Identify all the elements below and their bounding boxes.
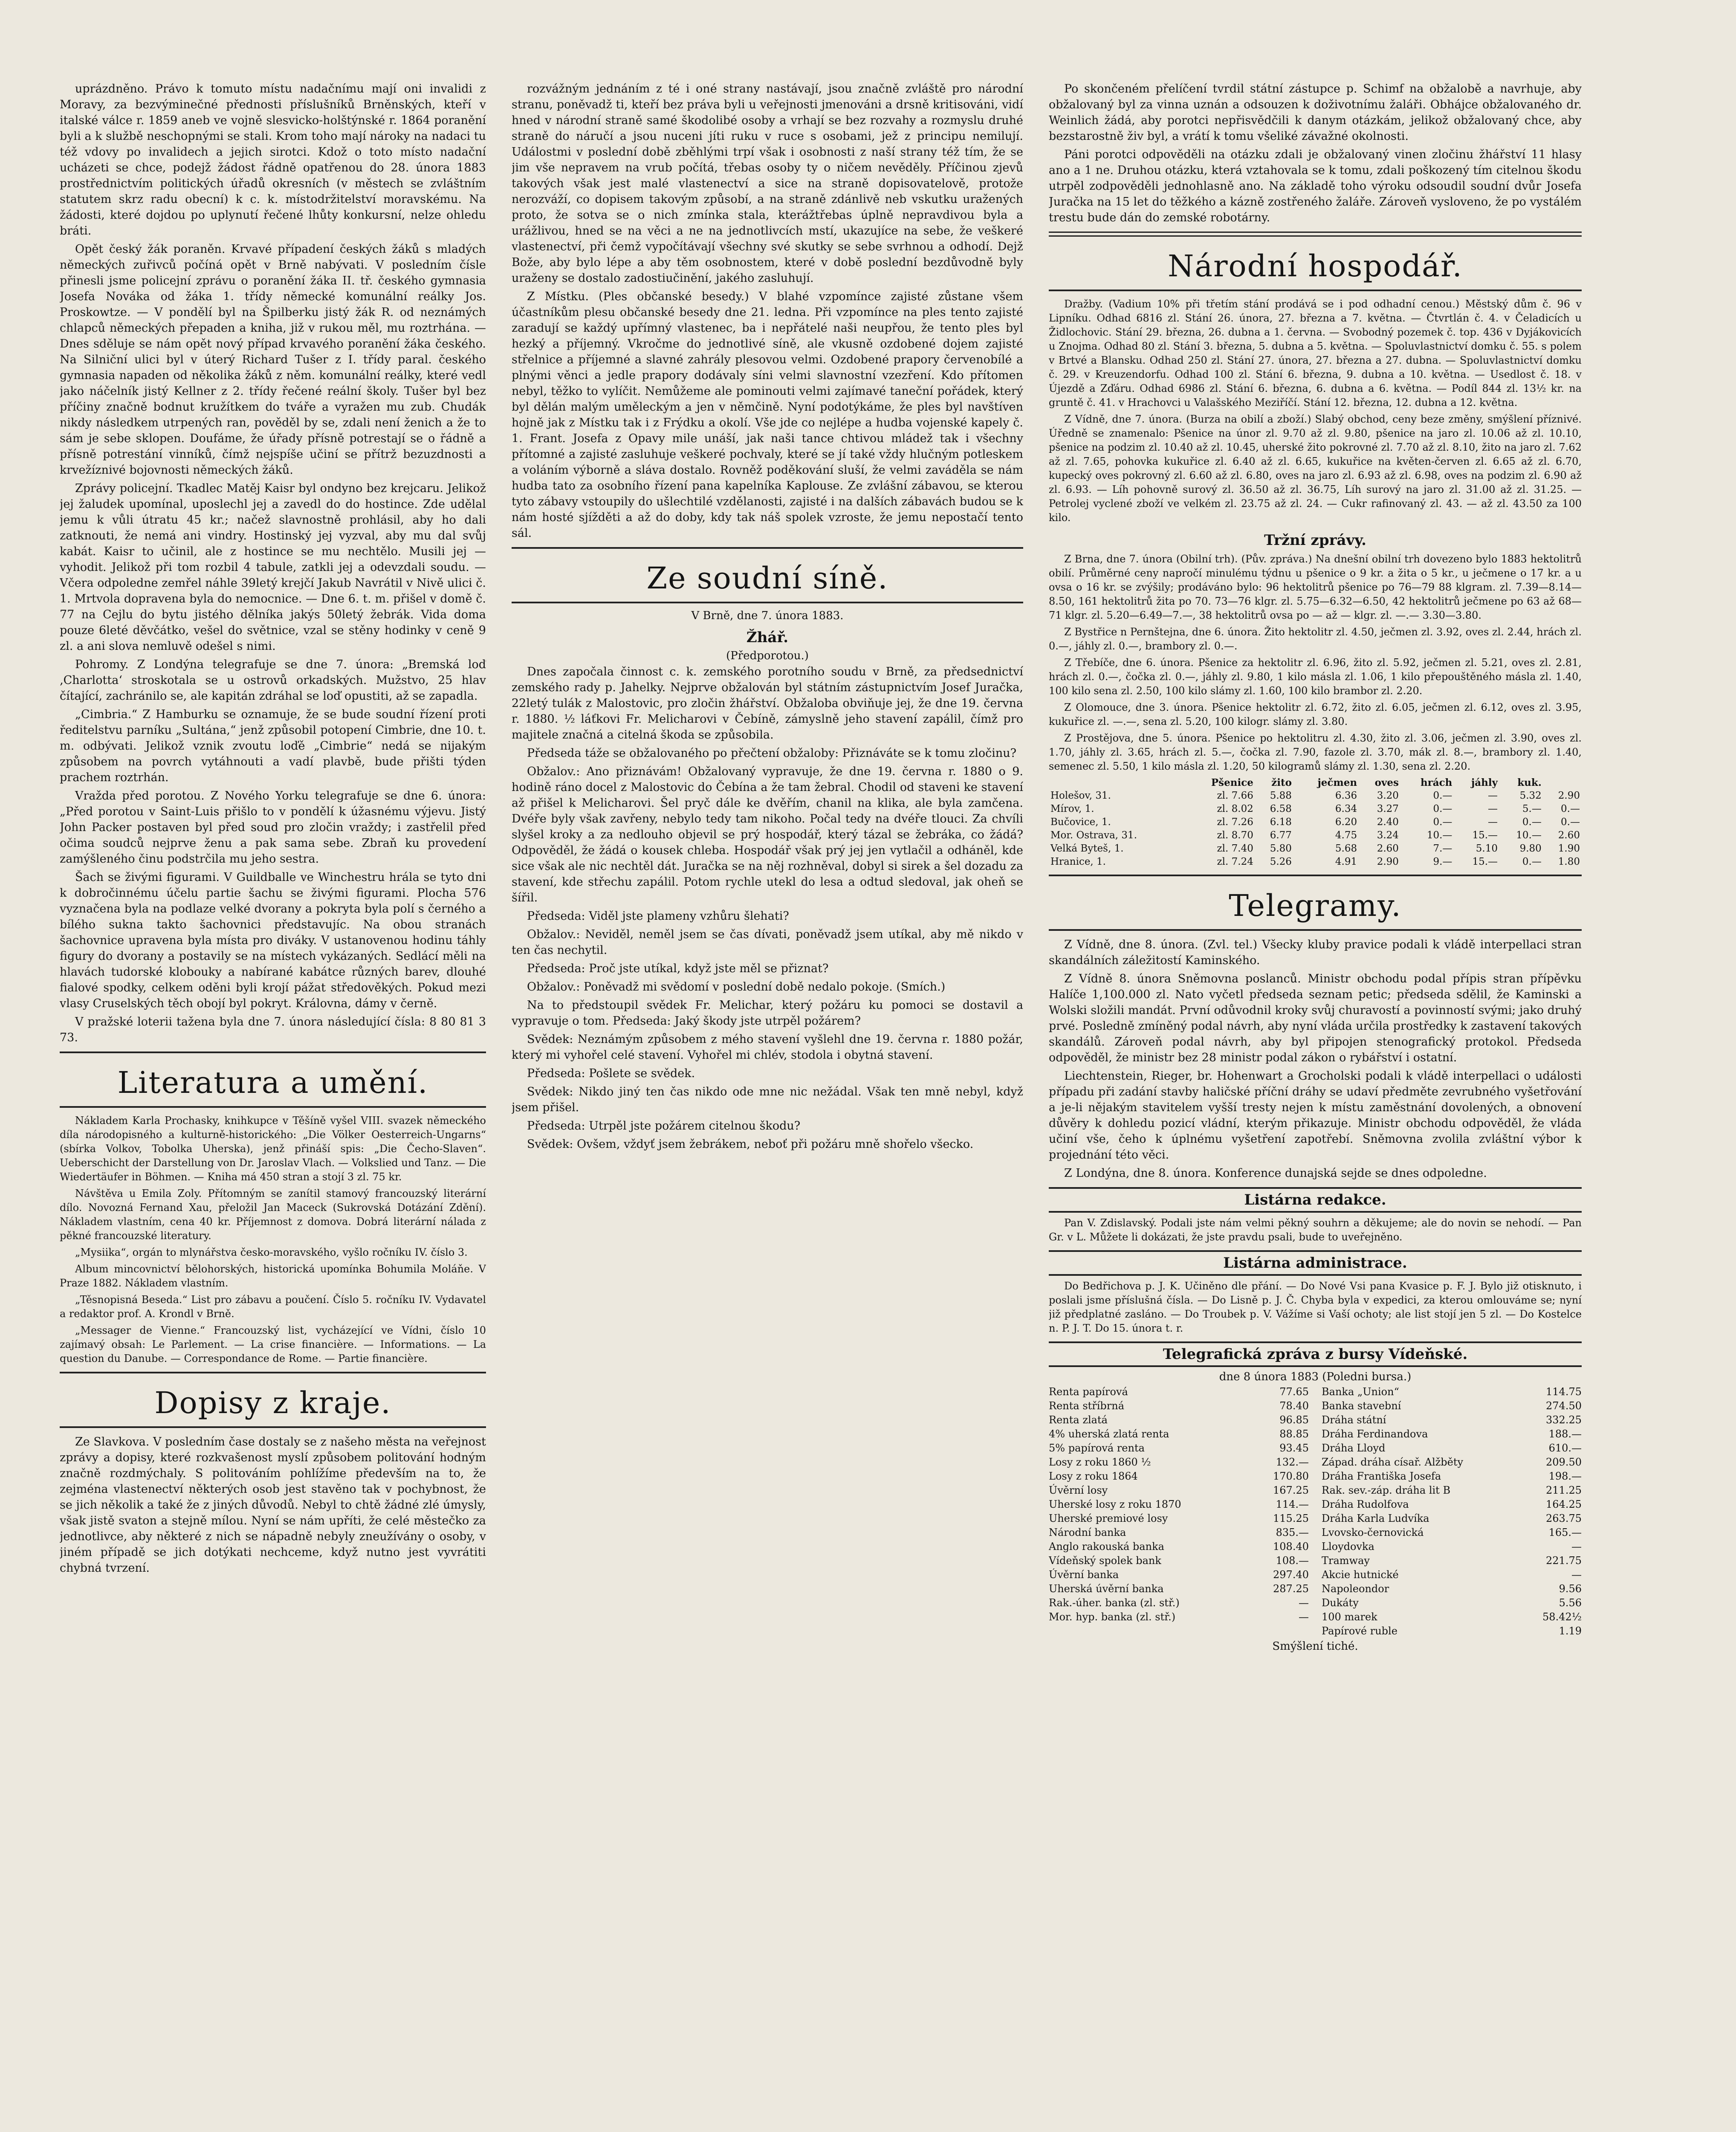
bourse-row — [1049, 1455, 1309, 1469]
bourse-row — [1049, 1498, 1309, 1512]
table-cell: 0.— — [1433, 803, 1452, 814]
table-cell: Hranice, 1. — [1050, 856, 1106, 867]
table-cell: zl. 7.26 — [1217, 817, 1253, 828]
bourse-label: Akcie hutnické — [1322, 1569, 1399, 1581]
article-paragraph: Liechtenstein, Rieger, br. Hohenwart a Grocholski podali k vládě interpellaci o události případu při zadání stavby haličské příční dráhy se udaví předměte zevrubného vyšetřování a je-li nějakým stavitelem vyšší tresty nejen k místu zaměstnání dovolených, a obnovení důvěry k dohledu pozicí vládní, kterým přikazuje. Ministr obchodu odpověděl, že vláda učiní vše, čeho k úplnému vyšetření zapotřebí. Sněmovna zvolila zvláštní výbor k projednání této věci. — [1049, 1069, 1582, 1162]
article-paragraph: Páni porotci odpověděli na otázku zdali je obžalovaný vinen zločinu žhářství 11 hlasy ano a 1 ne. Druhou otázku, která vztahovala se k tomu, zdali poškozený tím citelnou škodu utrpěl zodpověděli jednohlasně ano. Na základě toho výroku odsoudil soudní dvůr Josefa Juračka na 15 let do těžkého a kázně zostřeného žaláře. Zároveň vysloveno, že po vystálém trestu bude dán do zemské robotárny. — [1049, 148, 1582, 224]
bourse-row — [1322, 1512, 1582, 1526]
table-cell: — — [1488, 803, 1498, 814]
table-cell: 10.— — [1516, 830, 1542, 841]
section-title-soud: Ze soudní síně. — [646, 561, 888, 596]
bourse-label: Dráha Františka Josefa — [1322, 1470, 1441, 1482]
bourse-table — [1049, 1385, 1582, 1638]
bourse-value: 332.25 — [1546, 1414, 1582, 1426]
table-cell: 3.27 — [1377, 803, 1399, 814]
bourse-label: Uherské premiové losy — [1049, 1512, 1168, 1524]
bourse-value: — — [1571, 1541, 1582, 1553]
article-paragraph: V pražské loterii tažena byla dne 7. února následující čísla: 8 80 81 3 73. — [60, 1015, 486, 1044]
bourse-row — [1322, 1469, 1582, 1483]
article-paragraph: Obžalov.: Poněvadž mi svědomí v poslední době nedalo pokoje. (Smích.) — [527, 980, 946, 994]
table-cell: zl. 7.40 — [1217, 843, 1253, 854]
article-paragraph: Obžalov.: Ano přiznávám! Obžalovaný vypravuje, že dne 19. června r. 1880 o 9. hodině ráno docel z Malostovic do Čebína a že tam žebral. Chodil od staveni ke stavení až přišel k Melicharovi. Šel pryč dále ke dvěřím, chanil na klika, ale byla zamčena. Dvéře byly však zavřeny, nebylo tedy tam nikoho. Počal tedy na dvéře tlouci. Za chvíli slyšel kroky a za nedlouho objevil se prý hospodář, který tázal se žebráka, co žádá? Odpověděl, že žádá o kousek chleba. Hospodář však prý jej jen vytlačil a odháněl, kde sice však ale nic nechtěl dát. Juračka se na něj rozhněval, dobyl si sirek a šel dozadu za stavení, kde střechu zapálil. Potom rychle utekl do lesa a odtud sledoval, jak oheň se šířil. — [512, 765, 1023, 904]
bourse-value: 835.— — [1276, 1527, 1309, 1538]
bourse-value: 198.— — [1548, 1470, 1582, 1482]
table-cell: 2.60 — [1377, 843, 1399, 854]
article-paragraph: Předseda táže se obžalovaného po přečtení obžaloby: Přiznáváte se k tomu zločinu? — [527, 747, 1017, 760]
article-paragraph: Z Londýna, dne 8. února. Konference dunajská sejde se dnes odpoledne. — [1064, 1167, 1487, 1180]
bourse-value: 96.85 — [1279, 1414, 1309, 1426]
table-cell: 4.91 — [1335, 856, 1357, 867]
bourse-row — [1049, 1441, 1309, 1455]
article-paragraph: Předseda: Proč jste utíkal, když jste měl se přiznat? — [527, 962, 829, 975]
bourse-label: Renta stříbrná — [1049, 1400, 1125, 1412]
bourse-row — [1322, 1498, 1582, 1512]
table-cell: 5.26 — [1270, 856, 1292, 867]
bourse-value: 115.25 — [1273, 1512, 1309, 1524]
table-cell: 7.— — [1433, 843, 1452, 854]
article-paragraph: „Messager de Vienne.“ Francouzský list, vycházející ve Vídni, číslo 10 zajímavý obsah: Le Parlement. — La crise financière. — Informations. — La question du Danube. — Correspondance de Rome. — Partie financière. — [60, 1324, 486, 1364]
grain-price-table — [1049, 776, 1582, 869]
bourse-label: Vídeňský spolek bank — [1049, 1555, 1161, 1567]
bourse-value: 114.75 — [1546, 1386, 1582, 1398]
table-header-cell: oves — [1374, 777, 1399, 788]
table-cell: 3.20 — [1377, 790, 1399, 801]
bourse-label: Mor. hyp. banka (zl. stř.) — [1049, 1611, 1176, 1623]
article-subtitle: (Předporotou.) — [726, 649, 809, 662]
bourse-value: 211.25 — [1546, 1484, 1582, 1496]
article-paragraph: Pan V. Zdislavský. Podali jste nám velmi pěkný souhrn a děkujeme; ale do novin se nehodí. — Pan Gr. v L. Můžete li dokázati, že jste pravdu psali, bude to uveřejněno. — [1049, 1217, 1582, 1243]
bourse-value: 132.— — [1276, 1456, 1309, 1468]
article-paragraph: Z Třebíče, dne 6. února. Pšenice za hektolitr zl. 6.96, žito zl. 5.92, ječmen zl. 5.21, oves zl. 2.81, hrách zl. 0.—, čočka zl. 0.—, jáhly zl. 9.80, 1 kilo másla zl. 1.06, 1 kilo přepouštěného másla zl. 1.40, 100 kilo sena zl. 2.50, 100 kilo slámy zl. 1.60, 100 kilo brambor zl. 2.20. — [1049, 657, 1582, 697]
bourse-label: Banka stavební — [1322, 1400, 1401, 1412]
bourse-right-column — [1322, 1385, 1582, 1638]
bourse-left-column — [1049, 1385, 1309, 1638]
bourse-row — [1049, 1596, 1309, 1610]
article-paragraph: uprázdněno. Právo k tomuto místu nadačnímu mají oni invalidi z Moravy, za bezvýminečné přednosti příslušníků Brněnských, kteří v italské válce r. 1859 aneb ve vojně slesvicko-holštýnské r. 1864 poranění byli a k službě neschopnými se stali. Krom toho mají nároky na nadaci tu též vdovy po invalidech a jejich sirotci. Kdož o toto místo nadační ucházeti se chce, podejž žádost řádně opatřenou do 28. února 1883 prostřednictvím politických úřadů okresních (v městech se zvláštním statutem skrz radu obecní) k c. k. místodržitelství moravskému. Na žádosti, které dojdou po uplynutí řečené lhůty konkursní, nelze ohledu bráti. — [60, 82, 486, 238]
table-cell: 5.32 — [1519, 790, 1542, 801]
bourse-value: 165.— — [1548, 1527, 1582, 1538]
bourse-value: — — [1299, 1611, 1309, 1623]
bourse-row — [1049, 1554, 1309, 1568]
bourse-note: Smýšlení tiché. — [1272, 1640, 1358, 1653]
bourse-value: 1.19 — [1559, 1625, 1582, 1637]
bourse-value: 108.— — [1276, 1555, 1309, 1567]
article-paragraph: „Mysiika“, orgán to mlynářstva česko-moravského, vyšlo ročníku IV. číslo 3. — [75, 1246, 468, 1258]
article-paragraph: Dnes započala činnost c. k. zemského porotního soudu v Brně, za předsednictví zemského rady p. Jahelky. Nejprve obžalován byl státním zástupnictvím Josef Juračka, 22letý tulák z Malostovic, pro zločin žhářství. Obžaloba obviňuje jej, že dne 19. června r. 1880. ½ láťkovi Fr. Melicharovi v Čebíně, zámyslně jeho stavení zapálil, čímž pro majitele značná a citelná škoda se způsobila. — [512, 665, 1023, 742]
article-paragraph: Pohromy. Z Londýna telegrafuje se dne 7. února: „Bremská loď ‚Charlotta‘ stroskotala se u ostrovů orkadských. Mužstvo, 25 hlav čítající, zachránilo se, ale kapitán zdráhal se loď opustiti, až se zapadla. — [60, 658, 486, 703]
bourse-value: 209.50 — [1546, 1456, 1582, 1468]
bourse-row — [1322, 1413, 1582, 1427]
bourse-value: 274.50 — [1546, 1400, 1582, 1412]
bourse-value: 93.45 — [1279, 1442, 1309, 1454]
table-cell: 6.34 — [1335, 803, 1357, 814]
bourse-row — [1322, 1540, 1582, 1554]
bourse-row — [1049, 1582, 1309, 1596]
table-cell: zl. 8.02 — [1217, 803, 1253, 814]
article-paragraph: Z Místku. (Ples občanské besedy.) V blahé vzpomínce zajisté zůstane všem účastníkům plesu občanské besedy dne 21. ledna. Při vzpomínce na ples tento zajisté zaradují se každý upřímný vlastenec, ba i nepřátelé naši neupřou, že tento ples byl hezký a příjemný. Vkročme do jednotlivé síně, ale vkusně ozdobené dojem zajisté střelnice a příjemné a slavné zahrály plesovou velmi. Ozdobené prapory červenobílé a plnými věnci a jedle prapory dodávaly síni velmi slavnostní vzezření. Kdo přítomen nebyl, těžko to vylíčit. Nemůžeme ale pominouti velmi zajímavé taneční pořádek, který byl dělán malým uměleckým a jen v němčině. Nyní podotýkáme, že ples byl navštíven hojně jak z Místku tak i z Frýdku a okolí. Vše jde co nejlépe a hudba vojenské kapely č. 1. Frant. Josefa z Opavy mile unáší, jak naši tance chtivou mládež tak i všechny přítomné a zajisté zasluhuje veškeré pochvaly, které se jí také vždy hlučným potleskem a voláním výborně a sláva dostalo. Rovněž poděkování sluší, že velmi zaváděla se nám hudba tato za osobního řízení pana kapelníka Kaplouse. Ze zvlášní zábavou, se kterou tyto zábavy vstoupily do ušlechtilé vzdělanosti, zajisté i na dalších zábavách budou se k nám hosté sjížděti a až do doby, kdy tak náš spolek vzroste, že jemu nepostačí tento sál. — [512, 290, 1023, 540]
bourse-label: Lvovsko-černovická — [1322, 1527, 1424, 1538]
table-cell: 9.80 — [1519, 843, 1542, 854]
bourse-row — [1322, 1455, 1582, 1469]
bourse-value: 170.80 — [1273, 1470, 1309, 1482]
bourse-label: Dukáty — [1322, 1597, 1359, 1609]
article-title: Žhář. — [746, 629, 789, 646]
article-paragraph: Dražby. (Vadium 10% při třetím stání prodává se i pod odhadní cenou.) Městský dům č. 96 v Lipníku. Odhad 6816 zl. Stání 26. února, 27. března a 7. května. — Čtvrtlán č. 4. v Čeladicích u Židlochovic. Stání 29. března, 26. dubna a 1. června. — Svobodný pozemek č. top. 436 v Dyjákovicích u Znojma. Odhad 80 zl. Stání 3. března, 5. dubna a 5. května. — Spoluvlastnictví domku č. 55. s polem v Brtvé a Blansku. Odhad 250 zl. Stání 27. února, 27. března a 27. dubna. — Spoluvlastnictví domku č. 29. v Kreuzendorfu. Odhad 100 zl. Stání 6. března, 9. dubna a 10. května. — Usedlost č. 18. v Újezdě a Zďáru. Odhad 6986 zl. Stání 6. března, 6. dubna a 6. května. — Podíl 844 zl. 13½ kr. na gruntě č. 41. v Hrachovci u Valašského Meziříčí. Stání 12. března, 12. dubna a 12. května. — [1049, 298, 1582, 408]
bourse-label: Renta zlatá — [1049, 1414, 1108, 1426]
table-cell: 0.— — [1522, 856, 1542, 867]
article-paragraph: Svědek: Nikdo jiný ten čas nikdo ode mne nic nežádal. Však ten mně nebyl, když jsem přišel. — [512, 1085, 1023, 1114]
bourse-value: 78.40 — [1279, 1400, 1309, 1412]
article-paragraph: Svědek: Ovšem, vždyť jsem žebrákem, neboť při požáru mně shořelo všecko. — [527, 1138, 974, 1151]
section-rule — [60, 1372, 486, 1373]
bourse-row — [1322, 1385, 1582, 1399]
article-paragraph: Opět český žák poraněn. Krvavé případení českých žáků s mladých německých zuřivců počíná opět v Brně nabývati. V posledním čísle přinesli jsme policejní zprávu o poranění žáka II. tř. českého gymnasia Josefa Nováka od žáka 1. třídy německé komunální reálky Jos. Proskowtze. — V pondělí byl na Špilberku jistý žák R. od neznámých chlapců německých přepaden a kniha, již v rukou měl, mu roztrhána. — Dnes sděluje se nám opět nový případ krvavého poranění žáka českého. Na Silniční ulici byl v úterý Richard Tušer z I. třídy paral. českého gymnasia napaden od několika žáků z něm. komunální reálky, které vedl jako náčelník jistý Kellner z 2. třídy řečené reální školy. Tušer byl bez příčiny značně bodnut kružítkem do tváře a vyražen mu zub. Chudák nikdy následkem utrpených ran, pověděl by se, zdali není ženich a že to sám je sebe sklopen. Doufáme, že úřady přísně potrestají se o řádně a přísně potrestání vinníků, čímž nejspíše učiní se přítrž bezuzdnosti a krvežíznivé bojovnosti německých žáků. — [60, 243, 486, 477]
article-paragraph: Obžalov.: Neviděl, neměl jsem se čas dívati, poněvadž jsem utíkal, aby mě nikdo v ten čas nechytil. — [512, 928, 1023, 957]
article-paragraph: Vražda před porotou. Z Nového Yorku telegrafuje se dne 6. února: „Před porotou v Saint-Luis přišlo to v pondělí k úžasnému výjevu. Jistý John Packer postaven byl před soud pro zločin vraždy; i zastřelil před očima soudců nejprve ženu a pak sama sebe. Zbraň ku provedení zamýšleného činu podstrčila mu jeho sestra. — [60, 789, 486, 866]
bourse-value: 88.85 — [1279, 1428, 1309, 1440]
bourse-label: 100 marek — [1322, 1611, 1377, 1623]
bourse-label: Rak.-úher. banka (zl. stř.) — [1049, 1597, 1180, 1609]
table-row — [1049, 802, 1582, 816]
bourse-label: Dráha Rudolfova — [1322, 1498, 1409, 1510]
bourse-value: 297.40 — [1273, 1569, 1309, 1581]
bourse-row — [1049, 1385, 1309, 1399]
article-paragraph: Svědek: Neznámým způsobem z mého stavení vyšlehl dne 19. června r. 1880 požár, který mi vyhořel celé stavení. Vyhořel mi chlév, stodola i obytná stavení. — [512, 1033, 1023, 1062]
bourse-label: Dráha státní — [1322, 1414, 1386, 1426]
bourse-label: Národní banka — [1049, 1527, 1126, 1538]
table-header-cell: jáhly — [1471, 777, 1498, 788]
column-3 — [1049, 81, 1582, 2132]
article-paragraph: rozvážným jednáním z té i oné strany nastávají, jsou značně zvláště pro národní stranu, poněvadž ti, kteří bez práva byli u veřejnosti jmenováni a drsně kritisováni, vidí hned v národní straně samé škodolibé osoby a vrhají se bez rozvahy a rozmyslu druhé straně do náručí a jsou nuceni jíti ruku v ruce s osobami, jež z principu nemilují. Událostmi v poslední době zběhlými trpí však i osobnosti z naší strany též tím, že se jim vše nepravem na vrub počítá, třebas osoby ty o ničem nevěděly. Příčinou zjevů takových však jest malé vlastenectví a sice na straně dopisovatelově, protože nerozváží, co dopisem takovým způsobí, a na straně zdánlivě neb vskutku uražených proto, že sotva se o nich zmínka stala, kterážtřebas úplně nepravdivou byla a urážlivou, hned se na věci a ne na jednotlivcích mstí, ukazujíce na sebe, že veškeré vlastenectví, při čemž vypočítávají všechny své skutky se sebe svrhnou a odhodí. Dejž Bože, aby bylo lépe a aby těm osobnostem, které v době poslední bezdůvodně byly uraženy se dostalo zadostiučinění, jakého zasluhují. — [512, 82, 1023, 285]
article-paragraph: Z Prostějova, dne 5. února. Pšenice po hektolitru zl. 4.30, žito zl. 3.06, ječmen zl. 3.90, oves zl. 1.70, jáhly zl. 3.65, hrách zl. 5.—, čočka zl. 7.90, fazole zl. 3.70, mák zl. 8.—, brambory zl. 1.40, semenec zl. 5.50, 1 kilo másla zl. 1.20, 50 kilogramů slámy zl. 1.30, sena zl. 2.20. — [1049, 732, 1582, 772]
bourse-row — [1322, 1610, 1582, 1624]
section-title-literatura: Literatura a umění. — [117, 1065, 428, 1100]
table-header-cell: hrách — [1420, 777, 1452, 788]
table-cell: — — [1488, 817, 1498, 828]
article-paragraph: Předseda: Pošlete se svědek. — [527, 1067, 695, 1080]
article-paragraph: Nákladem Karla Prochasky, knihkupce v Těšíně vyšel VIII. svazek německého díla národopisného a kulturně-historického: „Die Völker Oesterreich-Ungarns“ (sbírka Volkov, Tobolka Uherska), jenž přináší spis: „Die Čecho-Slaven“. Ueberschicht der Darstellung von Dr. Jaroslav Vlach. — Volkslied und Tanz. — Die Wiedertäufer in Böhmen. — Kniha má 450 stran a stojí 3 zl. 75 kr. — [60, 1115, 486, 1183]
bourse-value: — — [1571, 1569, 1582, 1581]
table-cell: 15.— — [1472, 856, 1498, 867]
table-cell: 6.58 — [1270, 803, 1292, 814]
bourse-row — [1322, 1483, 1582, 1498]
bourse-date: dne 8 února 1883 (Poledni bursa.) — [1219, 1370, 1412, 1383]
bourse-label: Tramway — [1322, 1555, 1370, 1567]
article-paragraph: Z Olomouce, dne 3. února. Pšenice hektolitr zl. 6.72, žito zl. 6.05, ječmen zl. 6.12, oves zl. 3.95, kukuřice zl. —.—, sena zl. 5.20, 100 kilogr. slámy zl. 3.80. — [1049, 701, 1582, 727]
table-cell: 5.10 — [1476, 843, 1498, 854]
article-paragraph: Z Brna, dne 7. února (Obilní trh). (Pův. zpráva.) Na dnešní obilní trh dovezeno bylo 1883 hektolitrů obilí. Průměrné ceny napročí minulému týdnu u pšenice o 9 kr. a žita o 5 kr., u ječmene o 17 kr. a u ovsa o 16 kr. se zvýšily; prodáváno bylo: 96 hektolitrů pšenice po 76—79 88 klgram. zl. 7.39—8.14—8.50, 161 hektolitrů žita po 70. 73—76 klgr. zl. 5.75—6.32—6.50, 42 hektolitrů ječmene po 63 až 68—71 klgr. zl. 5.20—6.49—7.—, 38 hektolitrů ovsa po — až — klgr. zl. —.— 3.30—3.80. — [1049, 553, 1582, 621]
bourse-value: 221.75 — [1546, 1555, 1582, 1567]
bourse-label: Západ. dráha císař. Alžběty — [1322, 1456, 1464, 1468]
section-rule — [1049, 875, 1582, 876]
bourse-row — [1322, 1582, 1582, 1596]
section-title-telegramy: Telegramy. — [1229, 888, 1402, 923]
article-paragraph: Předseda: Viděl jste plameny vzhůru šlehati? — [527, 910, 789, 923]
listarna-administrace-title: Listárna administrace. — [1049, 1250, 1582, 1276]
article-paragraph: „Cimbria.“ Z Hamburku se oznamuje, že se bude soudní řízení proti ředitelstvu parníku „Sultána,“ jenž způsobil potopení Cimbrie, dne 10. t. m. odbývati. Jelikož vznik zvoutu loďě „Cimbrie“ nedá se nijakým způsobem na povrch vytáhnouti a vadí plavbě, bude přišti týden prachem roztrhán. — [60, 708, 486, 784]
article-paragraph: Zprávy policejní. Tkadlec Matěj Kaisr byl ondyno bez krejcaru. Jelikož jej žaludek upomínal, uposlechl jej a zavedl do do hostince. Zde udělal jemu k vůli útratu 45 kr.; načež slavnostně prohlásil, aby ho dali zatknouti, že nemá ani vindry. Hostinský jej vyzval, aby mu dal svůj kabát. Kaisr to učinil, ale z hostince se mu nechtělo. Musili jej — vyhodit. Jelikož při tom rozbil 4 tabule, zatkli jej a odevzdali soudu. — Včera odpoledne zemřel náhle 39letý krejčí Jakub Navrátil v Nivě ulici č. 1. Mrtvola dopravena byla do nemocnice. — Dne 6. t. m. přišel v domě č. 77 na Cejlu do bytu jistého dělníka jakýs 50letý žebrák. Vida doma pouze 6leté děvčátko, vešel do světnice, vzal se stěny hodinky v ceně 9 zl. a ani slova nemluvě odešel s nimi. — [60, 482, 486, 653]
bourse-row — [1322, 1568, 1582, 1582]
table-cell: Velká Byteš, 1. — [1050, 843, 1124, 854]
bourse-value: 108.40 — [1273, 1541, 1309, 1553]
table-cell: 5.88 — [1270, 790, 1292, 801]
section-title-dopisy: Dopisy z kraje. — [154, 1385, 391, 1420]
table-cell: 0.— — [1433, 817, 1452, 828]
table-cell: zl. 8.70 — [1217, 830, 1253, 841]
section-rule — [60, 1106, 486, 1108]
bourse-label: Uherská úvěrní banka — [1049, 1583, 1164, 1595]
bourse-label: Anglo rakouská banka — [1049, 1541, 1164, 1553]
section-rule — [60, 1426, 486, 1428]
bourse-row — [1049, 1526, 1309, 1540]
table-cell: — — [1488, 790, 1498, 801]
bourse-label: Lloydovka — [1322, 1541, 1374, 1553]
table-cell: Holešov, 31. — [1050, 790, 1111, 801]
table-cell: 0.— — [1561, 803, 1580, 814]
table-cell: Mírov, 1. — [1050, 803, 1094, 814]
bourse-row — [1049, 1427, 1309, 1441]
table-row — [1049, 855, 1582, 869]
table-header-cell: kuk. — [1517, 777, 1542, 788]
bourse-label: Banka „Union“ — [1322, 1386, 1399, 1398]
bourse-value: 114.— — [1276, 1498, 1309, 1510]
article-paragraph: Návštěva u Emila Zoly. Přítomným se zanítil stamový francouzský literární dílo. Novozná Fernand Xau, přeložil Jan Maceck (Sukrovská Dotázání Zdění). Nákladem vlastním, cena 40 kr. Příjemnost z domova. Dobrá literární nálada z pěkné francouzské literatury. — [60, 1188, 486, 1242]
table-cell: 1.90 — [1558, 843, 1580, 854]
table-cell: 0.— — [1433, 790, 1452, 801]
section-rule — [1049, 290, 1582, 291]
bourse-value: — — [1299, 1597, 1309, 1609]
listarna-redakce-title: Listárna redakce. — [1049, 1187, 1582, 1213]
bourse-value: 610.— — [1548, 1442, 1582, 1454]
bourse-row — [1049, 1413, 1309, 1427]
bourse-label: Papírové ruble — [1322, 1625, 1397, 1637]
dateline: V Brně, dne 7. února 1883. — [691, 609, 844, 622]
article-title: Tržní zprávy. — [1264, 532, 1366, 549]
bourse-value: 263.75 — [1546, 1512, 1582, 1524]
bourse-label: Losy z roku 1860 ½ — [1049, 1456, 1151, 1468]
section-title-narodni-hospodar: Národní hospodář. — [1168, 249, 1463, 284]
table-row — [1049, 816, 1582, 829]
table-row — [1049, 842, 1582, 855]
bourse-value: 77.65 — [1279, 1386, 1309, 1398]
table-cell: 0.— — [1522, 817, 1542, 828]
table-cell: Mor. Ostrava, 31. — [1050, 830, 1137, 841]
section-rule — [60, 1052, 486, 1053]
article-paragraph: Do Bedřichova p. J. K. Učiněno dle přání. — Do Nové Vsi pana Kvasice p. F. J. Bylo již otisknuto, i poslali jsme příslušná čísla. — Do Lisně p. J. Č. Chyba byla v expedici, za kterou omlouváme se; nyní již předplatné zasláno. — Do Troubek p. V. Vážíme si Vaší ochoty; ale list stojí jen 5 zl. — Do Kostelce n. P. J. T. Do 15. února t. r. — [1049, 1280, 1582, 1334]
table-header-cell — [1049, 776, 1186, 789]
table-cell: 6.36 — [1335, 790, 1357, 801]
table-cell: 6.20 — [1335, 817, 1357, 828]
table-cell: 4.75 — [1335, 830, 1357, 841]
table-cell: 0.— — [1561, 817, 1580, 828]
article-paragraph: Po skončeném přelíčení tvrdil státní zástupce p. Schimf na obžalobě a navrhuje, aby obžalovaný byl za vinna uznán a odsouzen k doživotnímu žaláři. Obhájce obžalovaného dr. Weinlich žádá, aby porotci nepřisvědčili k danym otázkám, jelikož obžalovaný chce, aby bezstarostně živ byl, a vrátí k tomu všeliké závažné okolnosti. — [1049, 82, 1582, 143]
bourse-label: 5% papírová renta — [1049, 1442, 1145, 1454]
table-header-cell: ječmen — [1317, 777, 1357, 788]
article-paragraph: Šach se živými figurami. V Guildballe ve Winchestru hrála se tyto dni k dobročinnému účelu partie šachu se živými figurami. Plocha 576 vyznačena byla na podlaze velké dvorany a pokryta byla polí s černého a bílého sukna takto šachovnici představujíc. Na obou stranách šachovnice upravena byla místa pro diváky. V ustanovenou hodinu táhly figury do dvorany a postavily se na místech vykázaných. Sedlácí měli na hlavách tudorské klobouky a nabírané kabátce různých barev, dlouhé fialové spodky, celkem oděni byli krojí pážat středověkých. Pokud mezi vlasy Cruselských těch obojí byl pokryt. Královna, dámy v černě. — [60, 871, 486, 1010]
section-rule — [512, 547, 1023, 549]
bourse-row — [1322, 1399, 1582, 1413]
article-paragraph: Z Vídně, dne 8. února. (Zvl. tel.) Všecky kluby pravice podali k vládě interpellaci stran skandálních záležitostí Kaminského. — [1049, 938, 1582, 967]
table-cell: 15.— — [1472, 830, 1498, 841]
table-cell: 1.80 — [1558, 856, 1580, 867]
table-header-cell: žito — [1271, 777, 1292, 788]
column-2 — [512, 81, 1023, 2132]
article-paragraph: Předseda: Utrpěl jste požárem citelnou škodu? — [527, 1119, 801, 1133]
article-paragraph: Z Vídně 8. února Sněmovna poslanců. Ministr obchodu podal přípis stran přípěvku Halíče 1,100.000 zl. Nato vyčetl předseda seznam petic; předseda sdělil, že Kaminski a Wolski složili mandát. První odůvodnil kroky svůj churavostí a povinností svými; jako druhý prvé. Posledně zmíněný podal návrh, aby nyní vláda určila prostředky k zastavení takových skandálů. Zároveň podal návrh, aby byl připojen stenografický protokol. Předseda odpověděl, že ministr bez 28 ministr podal zákon o rybářství i ostatní. — [1049, 972, 1582, 1064]
table-cell: zl. 7.24 — [1217, 856, 1253, 867]
table-cell: 9.— — [1433, 856, 1452, 867]
bourse-value: 188.— — [1548, 1428, 1582, 1440]
bourse-label: Uherské losy z roku 1870 — [1049, 1498, 1181, 1510]
bourse-row — [1049, 1610, 1309, 1624]
table-header-cell: Pšenice — [1211, 777, 1253, 788]
bourse-label: Dráha Ferdinandova — [1322, 1428, 1428, 1440]
bourse-row — [1322, 1427, 1582, 1441]
article-paragraph: Ze Slavkova. V posledním čase dostaly se z našeho města na veřejnost zprávy a dopisy, které rozkvašenost myslí způsobem politování hodným značně rozdmýchaly. S politováním pohlížíme především na to, že zejména vlastenectví některých osob jest stavěno tak v pochybnost, že se jich několik a také že z jiných důvodů. Nebyl to chtě žádné zlé úmysly, však jistě svaton a stejně mílou. Nyní se nám upříti, že celé městečko za jednotlivce, aby některé z nich se nápadně nebyly zneužívány o osoby, v jiném případě se jich dotýkati nechceme, když nutno jest vyvrátiti chybná tvrzení. — [60, 1435, 486, 1575]
bourse-label: Renta papírová — [1049, 1386, 1128, 1398]
table-cell: 10.— — [1426, 830, 1452, 841]
bourse-row — [1322, 1526, 1582, 1540]
bourse-label: Napoleondor — [1322, 1583, 1389, 1595]
table-cell: 5.— — [1522, 803, 1542, 814]
table-cell: zl. 7.66 — [1217, 790, 1253, 801]
bourse-row — [1049, 1568, 1309, 1582]
table-cell: 2.90 — [1377, 856, 1399, 867]
article-paragraph: „Těsnopisná Beseda.“ List pro zábavu a poučení. Číslo 5. ročníku IV. Vydavatel a redaktor prof. A. Krondl v Brně. — [60, 1294, 486, 1320]
column-1 — [60, 81, 486, 2132]
bourse-value: 9.56 — [1559, 1583, 1582, 1595]
bourse-row — [1322, 1624, 1582, 1638]
bourse-value: 5.56 — [1559, 1597, 1582, 1609]
bourse-label: Dráha Lloyd — [1322, 1442, 1386, 1454]
article-paragraph: Z Bystřice n Pernštejna, dne 6. února. Žito hektolitr zl. 4.50, ječmen zl. 3.92, oves zl. 2.44, hrách zl. 0.—, jáhly zl. 0.—, brambory zl. 0.—. — [1049, 626, 1582, 652]
bourse-row — [1049, 1540, 1309, 1554]
bourse-label: Dráha Karla Ludvíka — [1322, 1512, 1429, 1524]
table-cell: 5.80 — [1270, 843, 1292, 854]
bourse-label: Úvěrní losy — [1049, 1484, 1108, 1496]
bourse-value: 287.25 — [1273, 1583, 1309, 1595]
table-cell: 2.40 — [1377, 817, 1399, 828]
table-cell: 2.90 — [1558, 790, 1580, 801]
bourse-row — [1049, 1399, 1309, 1413]
table-cell: 6.77 — [1270, 830, 1292, 841]
bourse-row — [1049, 1469, 1309, 1483]
bourse-row — [1322, 1554, 1582, 1568]
table-cell: 2.60 — [1558, 830, 1580, 841]
bourse-row — [1322, 1441, 1582, 1455]
bourse-title: Telegrafická zpráva z bursy Vídeňské. — [1049, 1341, 1582, 1367]
table-cell: 6.18 — [1270, 817, 1292, 828]
bourse-row — [1322, 1596, 1582, 1610]
table-row — [1049, 789, 1582, 802]
table-cell: 5.68 — [1335, 843, 1357, 854]
article-paragraph: Album mincovnictví bělohorských, historická upomínka Bohumila Moláňe. V Praze 1882. Nákladem vlastním. — [60, 1263, 486, 1289]
bourse-label: Rak. sev.-záp. dráha lit B — [1322, 1484, 1451, 1496]
section-rule — [1049, 929, 1582, 931]
bourse-row — [1049, 1512, 1309, 1526]
bourse-value: 167.25 — [1273, 1484, 1309, 1496]
table-row — [1049, 829, 1582, 842]
bourse-value: 164.25 — [1546, 1498, 1582, 1510]
table-cell: Bučovice, 1. — [1050, 817, 1111, 828]
bourse-label: Úvěrní banka — [1049, 1569, 1119, 1581]
table-cell: 3.24 — [1377, 830, 1399, 841]
bourse-value: 58.42½ — [1542, 1611, 1582, 1623]
bourse-label: Losy z roku 1864 — [1049, 1470, 1138, 1482]
article-paragraph: Z Vídně, dne 7. února. (Burza na obilí a zboží.) Slabý obchod, ceny beze změny, smýšlení příznivé. Úředně se znamenalo: Pšenice na únor zl. 9.70 až zl. 9.80, pšenice na jaro zl. 10.06 až zl. 10.10, pšenice na podzim zl. 10.40 až zl. 10.45, uherské žito pokrovné zl. 7.70 až zl. 8.10, žito na jaro zl. 7.62 až zl. 7.65, pohovka kukuřice zl. 6.40 až zl. 6.65, kukuřice na květen-červen zl. 6.65 až zl. 6.70, kupecký oves pokrovný zl. 6.60 až zl. 6.80, oves na jaro zl. 6.93 až zl. 6.98, oves na podzim zl. 6.90 až zl. 6.93. — Líh pohovně surový zl. 36.50 až zl. 36.75, Líh surový na jaro zl. 31.00 až zl. 31.25. — Petrolej vyclené zboží ve velkém zl. 23.75 až zl. 24. — Cukr rafinovaný zl. 43. — až zl. 43.50 za 100 kilo. — [1049, 413, 1582, 524]
section-rule — [512, 602, 1023, 603]
article-paragraph: Na to předstoupil svědek Fr. Melichar, který požáru ku pomoci se dostavil a vypravuje o tom. Předseda: Jaký škody jste utrpěl požárem? — [512, 999, 1023, 1028]
bourse-label: 4% uherská zlatá renta — [1049, 1428, 1169, 1440]
bourse-row — [1049, 1483, 1309, 1498]
section-rule — [1049, 232, 1582, 237]
